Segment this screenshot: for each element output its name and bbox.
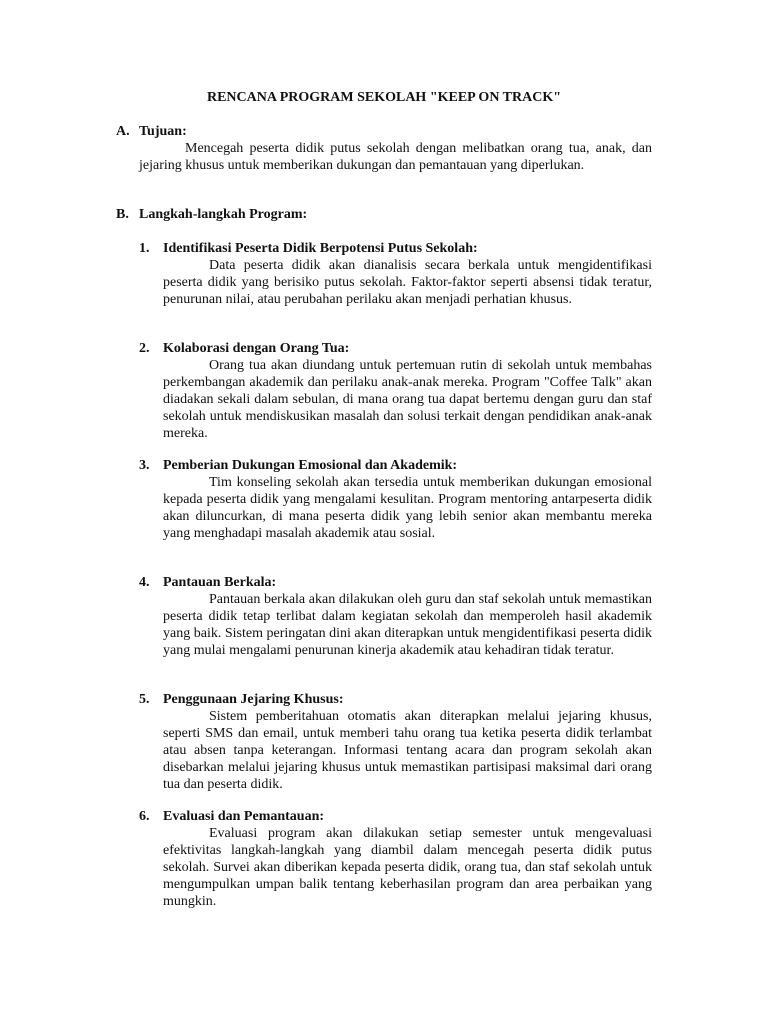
section-b bbox=[116, 206, 652, 223]
step-heading bbox=[139, 691, 652, 708]
section-b-heading bbox=[116, 206, 652, 223]
step-1 bbox=[139, 240, 652, 308]
section-a-label: A. bbox=[116, 124, 130, 139]
section-b-title: Langkah-langkah Program: bbox=[139, 207, 308, 222]
section-a-heading bbox=[116, 123, 652, 140]
step-title: Pemberian Dukungan Emosional dan Akademik: bbox=[163, 458, 458, 473]
document-title: RENCANA PROGRAM SEKOLAH "KEEP ON TRACK" bbox=[206, 90, 562, 105]
step-heading bbox=[139, 808, 652, 825]
step-body: Pantauan berkala akan dilakukan oleh guru dan staf sekolah untuk memastikan peserta didik tetap terlibat dalam kegiatan sekolah dan memperoleh hasil akademik yang baik. Sistem peringatan dini akan diterapkan untuk mengidentifikasi peserta didik yang mulai mengalami penurunan kinerja akademik atau kehadiran tidak teratur. bbox=[163, 592, 652, 658]
step-heading bbox=[139, 574, 652, 591]
section-a-body: Mencegah peserta didik putus sekolah dengan melibatkan orang tua, anak, dan jejaring khusus untuk memberikan dukungan dan pemantauan yang diperlukan. bbox=[139, 141, 652, 173]
step-6 bbox=[139, 808, 652, 910]
step-number: 4. bbox=[139, 575, 150, 590]
step-number: 5. bbox=[139, 692, 150, 707]
step-2 bbox=[139, 340, 652, 442]
step-body: Data peserta didik akan dianalisis secara berkala untuk mengidentifikasi peserta didik yang berisiko putus sekolah. Faktor-faktor seperti absensi tidak teratur, penurunan nilai, atau perubahan perilaku akan menjadi perhatian khusus. bbox=[163, 258, 652, 307]
section-a bbox=[116, 123, 652, 174]
step-body: Orang tua akan diundang untuk pertemuan rutin di sekolah untuk membahas perkembangan akademik dan perilaku anak-anak mereka. Program "Coffee Talk" akan diadakan sekali dalam sebulan, di mana orang tua dapat bertemu dengan guru dan staf sekolah untuk mendiskusikan masalah dan solusi terkait dengan pendidikan anak-anak mereka. bbox=[163, 358, 652, 441]
step-5 bbox=[139, 691, 652, 793]
step-heading bbox=[139, 457, 652, 474]
step-number: 6. bbox=[139, 809, 150, 824]
step-title: Kolaborasi dengan Orang Tua: bbox=[163, 341, 350, 356]
step-title: Pantauan Berkala: bbox=[163, 575, 277, 590]
step-4 bbox=[139, 574, 652, 659]
step-title: Evaluasi dan Pemantauan: bbox=[163, 809, 325, 824]
step-number: 3. bbox=[139, 458, 150, 473]
step-title: Identifikasi Peserta Didik Berpotensi Putus Sekolah: bbox=[163, 241, 478, 256]
section-a-title: Tujuan: bbox=[139, 124, 187, 139]
step-body: Sistem pemberitahuan otomatis akan diterapkan melalui jejaring khusus, seperti SMS dan email, untuk memberi tahu orang tua ketika peserta didik terlambat atau absen tanpa keterangan. Informasi tentang acara dan program sekolah akan disebarkan melalui jejaring khusus untuk memastikan partisipasi maksimal dari orang tua dan peserta didik. bbox=[163, 709, 652, 792]
section-b-label: B. bbox=[116, 207, 129, 222]
step-heading bbox=[139, 240, 652, 257]
step-title: Penggunaan Jejaring Khusus: bbox=[163, 692, 344, 707]
step-number: 1. bbox=[139, 241, 150, 256]
step-body: Tim konseling sekolah akan tersedia untuk memberikan dukungan emosional kepada peserta didik yang mengalami kesulitan. Program mentoring antarpeserta didik akan diluncurkan, di mana peserta didik yang lebih senior akan membantu mereka yang menghadapi masalah akademik atau sosial. bbox=[163, 475, 652, 541]
step-number: 2. bbox=[139, 341, 150, 356]
step-3 bbox=[139, 457, 652, 542]
step-heading bbox=[139, 340, 652, 357]
step-body: Evaluasi program akan dilakukan setiap semester untuk mengevaluasi efektivitas langkah-langkah yang diambil dalam mencegah peserta didik putus sekolah. Survei akan diberikan kepada peserta didik, orang tua, dan staf sekolah untuk mengumpulkan umpan balik tentang keberhasilan program dan area perbaikan yang mungkin. bbox=[163, 826, 652, 909]
